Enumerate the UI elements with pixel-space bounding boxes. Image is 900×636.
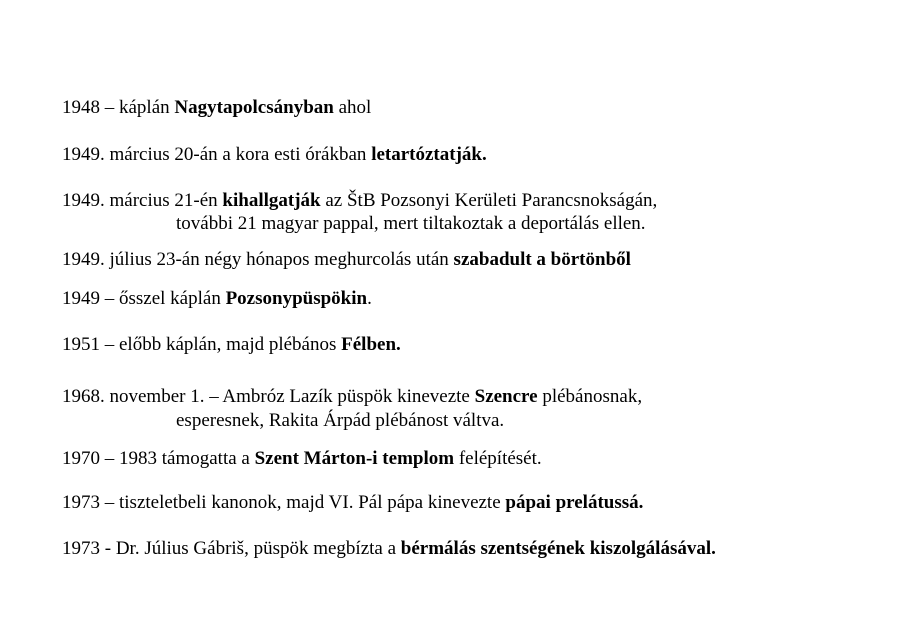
entry-1949-march-20: 1949. március 20-án a kora esti órákban letartóztatják. xyxy=(62,144,487,165)
entry-1949-march-21: 1949. március 21-én kihallgatják az ŠtB Pozsonyi Kerületi Parancsnokságán, xyxy=(62,190,658,211)
entry-1973-canon: 1973 – tiszteletbeli kanonok, majd VI. Pál pápa kinevezte pápai prelátussá. xyxy=(62,492,644,513)
entry-1949-march-21-continuation: további 21 magyar pappal, mert tiltakoztak a deportálás ellen. xyxy=(176,213,646,234)
entry-1968-continuation: esperesnek, Rakita Árpád plébánost váltva. xyxy=(176,410,505,431)
entry-1973-confirmation: 1973 - Dr. Július Gábriš, püspök megbízta a bérmálás szentségének kiszolgálásával. xyxy=(62,538,716,559)
entry-1948: 1948 – káplán Nagytapolcsányban ahol xyxy=(62,97,372,118)
entry-1951: 1951 – előbb káplán, majd plébános Félben. xyxy=(62,334,401,355)
entry-1968: 1968. november 1. – Ambróz Lazík püspök kinevezte Szencre plébánosnak, xyxy=(62,386,643,407)
entry-1970-1983: 1970 – 1983 támogatta a Szent Márton-i templom felépítését. xyxy=(62,448,542,469)
entry-1949-july-23: 1949. július 23-án négy hónapos meghurcolás után szabadult a börtönből xyxy=(62,249,631,270)
entry-1949-autumn: 1949 – ősszel káplán Pozsonypüspökin. xyxy=(62,288,372,309)
